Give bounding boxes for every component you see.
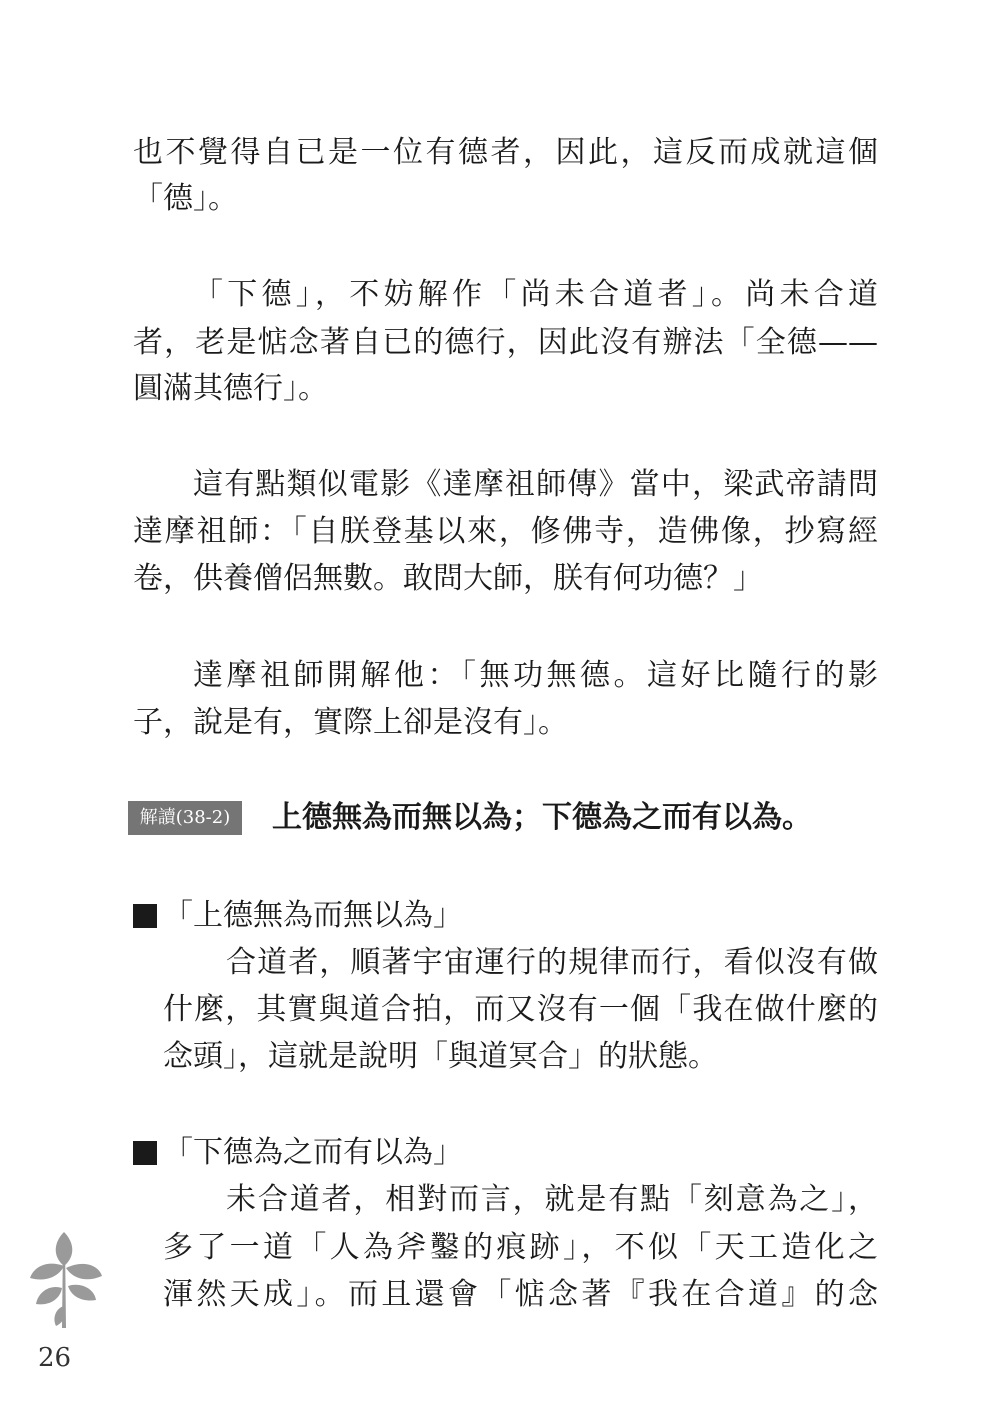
paragraph-line: 「德」。: [133, 181, 238, 216]
subsection-line: 多了一道「人為斧鑿的痕跡」，不似「天工造化之: [163, 1230, 878, 1265]
paragraph-line: 達摩祖師：「自朕登基以來，修佛寺，造佛像，抄寫經: [133, 514, 878, 549]
subsection-heading: [133, 1130, 463, 1176]
page-number: 26: [38, 1343, 72, 1373]
subsection-line: 未合道者，相對而言，就是有點「刻意為之」，: [226, 1182, 878, 1217]
paragraph-line: 圓滿其德行」。: [133, 371, 328, 406]
subsection-heading: [133, 893, 463, 939]
square-bullet-icon: [133, 904, 157, 928]
section-badge: 解讀(38-2): [128, 801, 242, 835]
paragraph-line: 達摩祖師開解他：「無功無德。這好比隨行的影: [193, 658, 878, 693]
paragraph-line: 這有點類似電影《達摩祖師傳》當中，梁武帝請問: [193, 467, 878, 502]
paragraph-line: 卷，供養僧侶無數。敢問大師，朕有何功德？」: [133, 561, 763, 596]
subsection-heading-text: 「下德為之而有以為」: [163, 1135, 463, 1170]
paragraph-line: 也不覺得自已是一位有德者，因此，這反而成就這個: [133, 135, 878, 170]
subsection-heading-text: 「上德無為而無以為」: [163, 898, 463, 933]
subsection-line: 合道者，順著宇宙運行的規律而行，看似沒有做: [226, 945, 878, 980]
subsection-line: 念頭」，這就是說明「與道冥合」的狀態。: [163, 1039, 718, 1074]
leaf-sprig-icon: [24, 1222, 106, 1330]
paragraph-line: 子，說是有，實際上卻是沒有」。: [133, 705, 568, 740]
subsection-line: 渾然天成」。而且還會「惦念著『我在合道』的念: [163, 1277, 878, 1312]
paragraph-line: 「下德」，不妨解作「尚未合道者」。尚未合道: [193, 277, 878, 312]
subsection-line: 什麼，其實與道合拍，而又沒有一個「我在做什麼的: [163, 992, 878, 1027]
square-bullet-icon: [133, 1141, 157, 1165]
verse-text: 上德無為而無以為；下德為之而有以為。: [272, 800, 812, 835]
paragraph-line: 者，老是惦念著自已的德行，因此沒有辦法「全德——: [133, 325, 878, 360]
